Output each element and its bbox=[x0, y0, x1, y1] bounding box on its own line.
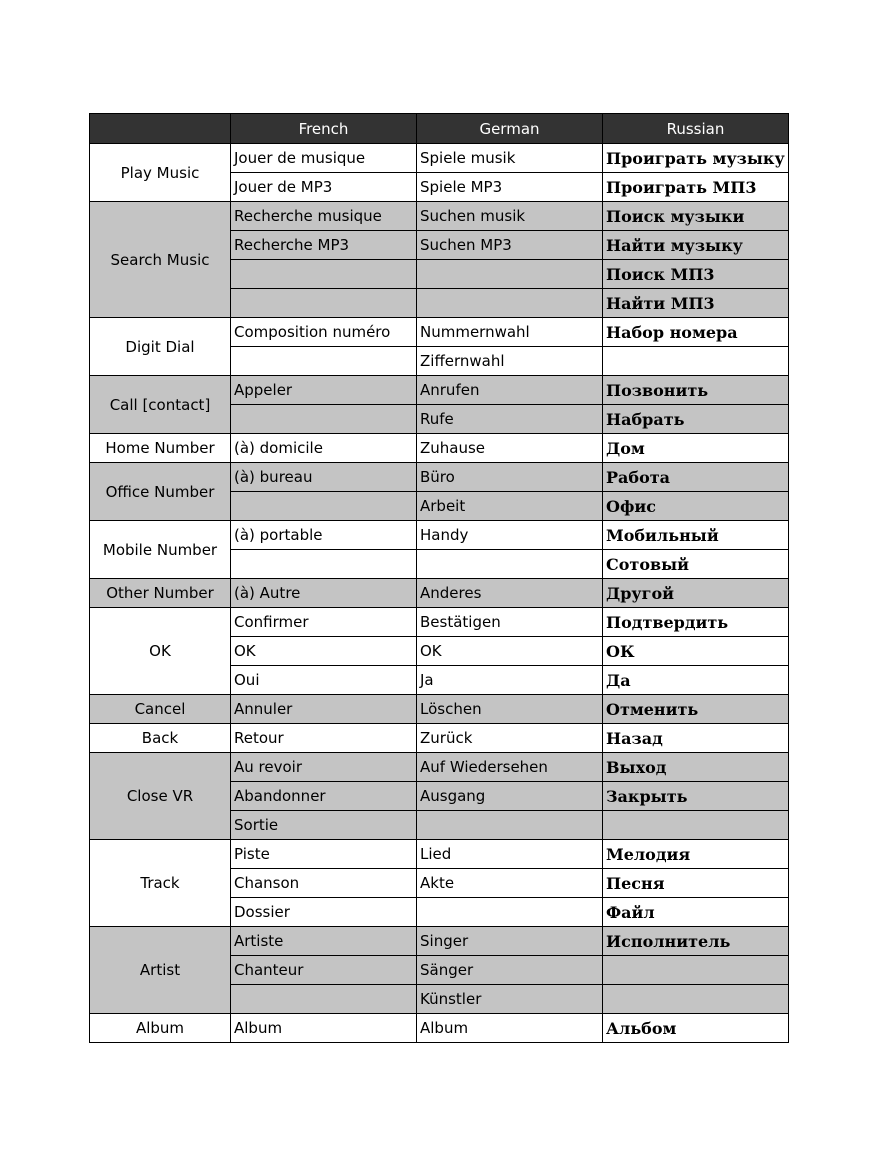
russian-cell: Да bbox=[603, 666, 789, 695]
russian-cell: Мелодия bbox=[603, 840, 789, 869]
russian-cell: Дом bbox=[603, 434, 789, 463]
french-cell: Artiste bbox=[231, 927, 417, 956]
command-cell: Cancel bbox=[90, 695, 231, 724]
command-cell: Play Music bbox=[90, 144, 231, 202]
french-cell: Chanson bbox=[231, 869, 417, 898]
german-cell bbox=[417, 550, 603, 579]
russian-cell: Поиск МП3 bbox=[603, 260, 789, 289]
table-row bbox=[90, 434, 789, 463]
russian-cell: Найти МП3 bbox=[603, 289, 789, 318]
russian-cell: Альбом bbox=[603, 1014, 789, 1043]
header-russian: Russian bbox=[603, 114, 789, 144]
russian-cell: Набрать bbox=[603, 405, 789, 434]
header-row bbox=[90, 114, 789, 144]
german-cell: Ausgang bbox=[417, 782, 603, 811]
table-row bbox=[90, 927, 789, 956]
russian-cell: Найти музыку bbox=[603, 231, 789, 260]
russian-cell: Поиск музыки bbox=[603, 202, 789, 231]
table-row bbox=[90, 753, 789, 782]
table-row bbox=[90, 463, 789, 492]
french-cell: Album bbox=[231, 1014, 417, 1043]
russian-cell: Позвонить bbox=[603, 376, 789, 405]
french-cell: Composition numéro bbox=[231, 318, 417, 347]
german-cell: Handy bbox=[417, 521, 603, 550]
russian-cell: Сотовый bbox=[603, 550, 789, 579]
russian-cell bbox=[603, 347, 789, 376]
french-cell bbox=[231, 985, 417, 1014]
header-german: German bbox=[417, 114, 603, 144]
german-cell: Akte bbox=[417, 869, 603, 898]
french-cell: Annuler bbox=[231, 695, 417, 724]
command-cell: OK bbox=[90, 608, 231, 695]
russian-cell: Работа bbox=[603, 463, 789, 492]
german-cell: Ja bbox=[417, 666, 603, 695]
german-cell: Suchen musik bbox=[417, 202, 603, 231]
french-cell bbox=[231, 550, 417, 579]
french-cell: Appeler bbox=[231, 376, 417, 405]
french-cell bbox=[231, 289, 417, 318]
russian-cell: Мобильный bbox=[603, 521, 789, 550]
german-cell: Zurück bbox=[417, 724, 603, 753]
german-cell: Arbeit bbox=[417, 492, 603, 521]
table-row bbox=[90, 521, 789, 550]
command-cell: Close VR bbox=[90, 753, 231, 840]
french-cell: Retour bbox=[231, 724, 417, 753]
german-cell: Künstler bbox=[417, 985, 603, 1014]
russian-cell bbox=[603, 811, 789, 840]
russian-cell bbox=[603, 985, 789, 1014]
german-cell: Spiele musik bbox=[417, 144, 603, 173]
german-cell: Löschen bbox=[417, 695, 603, 724]
command-translation-table bbox=[89, 113, 789, 1043]
german-cell: Zuhause bbox=[417, 434, 603, 463]
french-cell: (à) Autre bbox=[231, 579, 417, 608]
french-cell bbox=[231, 260, 417, 289]
russian-cell: Исполнитель bbox=[603, 927, 789, 956]
russian-cell: Подтвердить bbox=[603, 608, 789, 637]
french-cell: Recherche musique bbox=[231, 202, 417, 231]
command-cell: Office Number bbox=[90, 463, 231, 521]
command-cell: Call [contact] bbox=[90, 376, 231, 434]
german-cell: Nummernwahl bbox=[417, 318, 603, 347]
table-row bbox=[90, 724, 789, 753]
french-cell: Piste bbox=[231, 840, 417, 869]
table-row bbox=[90, 608, 789, 637]
german-cell bbox=[417, 260, 603, 289]
french-cell: Dossier bbox=[231, 898, 417, 927]
table-row bbox=[90, 579, 789, 608]
french-cell: OK bbox=[231, 637, 417, 666]
russian-cell: Закрыть bbox=[603, 782, 789, 811]
german-cell bbox=[417, 898, 603, 927]
german-cell: Album bbox=[417, 1014, 603, 1043]
command-cell: Artist bbox=[90, 927, 231, 1014]
french-cell: Sortie bbox=[231, 811, 417, 840]
table-row bbox=[90, 376, 789, 405]
russian-cell: Проиграть музыку bbox=[603, 144, 789, 173]
command-cell: Track bbox=[90, 840, 231, 927]
command-cell: Other Number bbox=[90, 579, 231, 608]
french-cell: Jouer de MP3 bbox=[231, 173, 417, 202]
french-cell bbox=[231, 492, 417, 521]
french-cell bbox=[231, 405, 417, 434]
french-cell: Oui bbox=[231, 666, 417, 695]
russian-cell: Проиграть МП3 bbox=[603, 173, 789, 202]
german-cell bbox=[417, 289, 603, 318]
french-cell: (à) bureau bbox=[231, 463, 417, 492]
command-cell: Album bbox=[90, 1014, 231, 1043]
german-cell bbox=[417, 811, 603, 840]
russian-cell: Отменить bbox=[603, 695, 789, 724]
command-cell: Digit Dial bbox=[90, 318, 231, 376]
russian-cell: ОК bbox=[603, 637, 789, 666]
table-row bbox=[90, 1014, 789, 1043]
table-row bbox=[90, 695, 789, 724]
french-cell: Jouer de musique bbox=[231, 144, 417, 173]
german-cell: Suchen MP3 bbox=[417, 231, 603, 260]
russian-cell: Назад bbox=[603, 724, 789, 753]
russian-cell bbox=[603, 956, 789, 985]
russian-cell: Офис bbox=[603, 492, 789, 521]
command-cell: Mobile Number bbox=[90, 521, 231, 579]
french-cell: Confirmer bbox=[231, 608, 417, 637]
command-cell: Home Number bbox=[90, 434, 231, 463]
french-cell bbox=[231, 347, 417, 376]
german-cell: Anderes bbox=[417, 579, 603, 608]
french-cell: Recherche MP3 bbox=[231, 231, 417, 260]
french-cell: (à) domicile bbox=[231, 434, 417, 463]
french-cell: (à) portable bbox=[231, 521, 417, 550]
french-cell: Au revoir bbox=[231, 753, 417, 782]
german-cell: Rufe bbox=[417, 405, 603, 434]
table-row bbox=[90, 202, 789, 231]
french-cell: Chanteur bbox=[231, 956, 417, 985]
russian-cell: Файл bbox=[603, 898, 789, 927]
french-cell: Abandonner bbox=[231, 782, 417, 811]
german-cell: Ziffernwahl bbox=[417, 347, 603, 376]
german-cell: Bestätigen bbox=[417, 608, 603, 637]
table-row bbox=[90, 144, 789, 173]
table-row bbox=[90, 318, 789, 347]
russian-cell: Набор номера bbox=[603, 318, 789, 347]
german-cell: Singer bbox=[417, 927, 603, 956]
header-french: French bbox=[231, 114, 417, 144]
command-cell: Back bbox=[90, 724, 231, 753]
german-cell: Lied bbox=[417, 840, 603, 869]
german-cell: Sänger bbox=[417, 956, 603, 985]
command-cell: Search Music bbox=[90, 202, 231, 318]
german-cell: Büro bbox=[417, 463, 603, 492]
russian-cell: Песня bbox=[603, 869, 789, 898]
german-cell: OK bbox=[417, 637, 603, 666]
russian-cell: Другой bbox=[603, 579, 789, 608]
russian-cell: Выход bbox=[603, 753, 789, 782]
german-cell: Spiele MP3 bbox=[417, 173, 603, 202]
german-cell: Auf Wiedersehen bbox=[417, 753, 603, 782]
header-blank-cell bbox=[90, 114, 231, 144]
table-row bbox=[90, 840, 789, 869]
german-cell: Anrufen bbox=[417, 376, 603, 405]
